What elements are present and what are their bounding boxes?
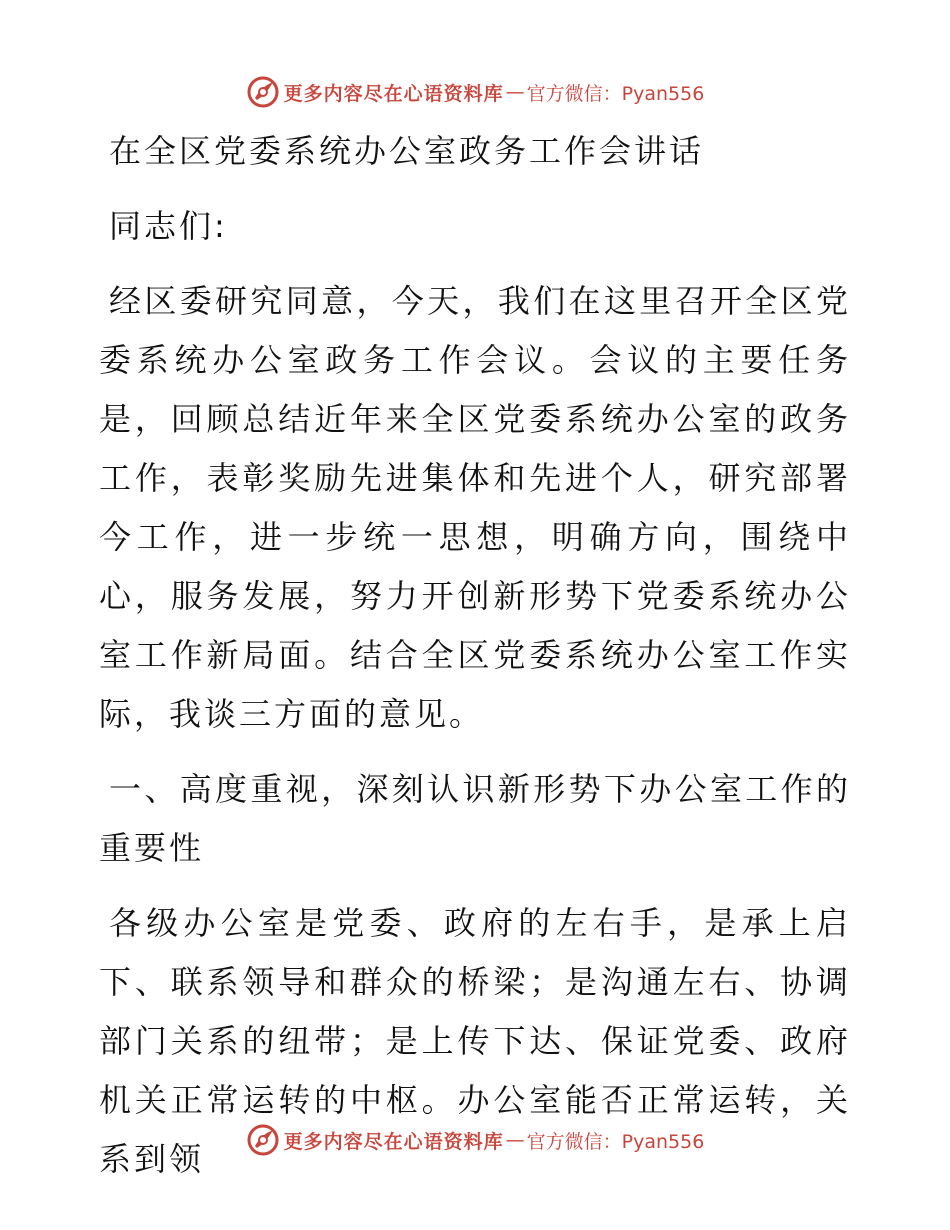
paragraph-section-1: 各级办公室是党委、政府的左右手，是承上启下、联系领导和群众的桥梁；是沟通左右、协调部门关系的纽带；是上传下达、保证党委、政府机关正常运转的中枢。办公室能否正常运转，关系到领 bbox=[99, 904, 851, 1178]
watermark-text: 更多内容尽在心语资料库 bbox=[283, 82, 504, 105]
watermark-dash: — bbox=[505, 81, 525, 103]
document-body bbox=[99, 122, 851, 1189]
watermark-contact: 官方微信：Pyan556 bbox=[526, 82, 705, 105]
brush-logo-icon bbox=[246, 1123, 280, 1157]
watermark-dash: — bbox=[505, 1129, 525, 1151]
watermark-text: 更多内容尽在心语资料库 bbox=[283, 1130, 504, 1153]
paragraph-intro: 经区委研究同意，今天，我们在这里召开全区党委系统办公室政务工作会议。会议的主要任务是，回顾总结近年来全区党委系统办公室的政务工作，表彰奖励先进集体和先进个人，研究部署今工作，进一步统一思想，明确方向，围绕中心，服务发展，努力开创新形势下党委系统办公室工作新局面。结合全区党委系统办公室工作实际，我谈三方面的意见。 bbox=[99, 282, 851, 733]
salutation: 同志们: bbox=[109, 207, 228, 245]
section-heading-1: 一、高度重视，深刻认识新形势下办公室工作的重要性 bbox=[99, 770, 851, 867]
brush-logo-icon bbox=[246, 75, 280, 109]
watermark-contact: 官方微信：Pyan556 bbox=[526, 1130, 705, 1153]
document-title: 在全区党委系统办公室政务工作会讲话 bbox=[109, 132, 705, 170]
watermark-footer bbox=[0, 1120, 950, 1160]
watermark-header bbox=[0, 72, 950, 112]
